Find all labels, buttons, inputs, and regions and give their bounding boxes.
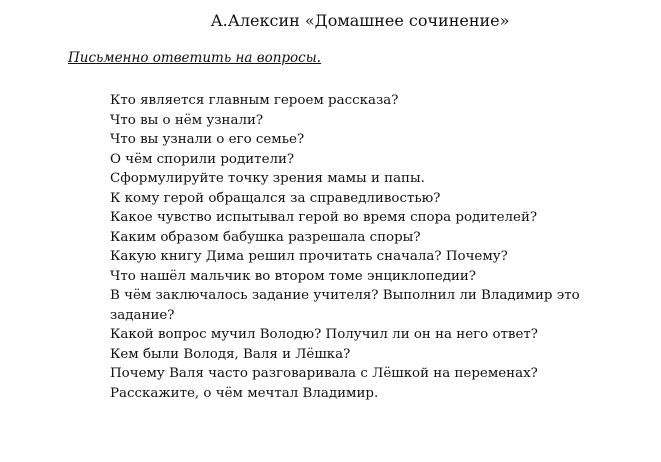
question-line: Какую книгу Дима решил прочитать сначала? Почему? bbox=[110, 249, 508, 264]
question-line: Что нашёл мальчик во втором томе энциклопедии? bbox=[110, 268, 476, 284]
question-line: Сформулируйте точку зрения мамы и папы. bbox=[110, 171, 425, 186]
question-line: Каким образом бабушка разрешала споры? bbox=[110, 229, 421, 245]
question-line-continuation: задание? bbox=[110, 307, 175, 323]
question-line: Что вы узнали о его семье? bbox=[110, 132, 305, 147]
question-line: К кому герой обращался за справедливостью? bbox=[110, 190, 441, 206]
question-line: Какое чувство испытывал герой во время спора родителей? bbox=[110, 210, 538, 225]
document-title: А.Алексин «Домашнее сочинение» bbox=[210, 11, 510, 30]
question-line: Какой вопрос мучил Володю? Получил ли он на него ответ? bbox=[110, 327, 538, 342]
question-list bbox=[110, 91, 630, 403]
question-line: Почему Валя часто разговаривала с Лёшкой на переменах? bbox=[110, 366, 538, 381]
instruction-heading: Письменно ответить на вопросы. bbox=[68, 50, 322, 66]
question-line: Расскажите, о чём мечтал Владимир. bbox=[110, 385, 379, 401]
question-line: Кем были Володя, Валя и Лёшка? bbox=[110, 346, 351, 362]
question-line: Кто является главным героем рассказа? bbox=[110, 93, 399, 108]
question-line: Что вы о нём узнали? bbox=[110, 112, 264, 128]
question-line: О чём спорили родители? bbox=[110, 151, 295, 167]
question-line: В чём заключалось задание учителя? Выполнил ли Владимир это bbox=[110, 288, 580, 303]
